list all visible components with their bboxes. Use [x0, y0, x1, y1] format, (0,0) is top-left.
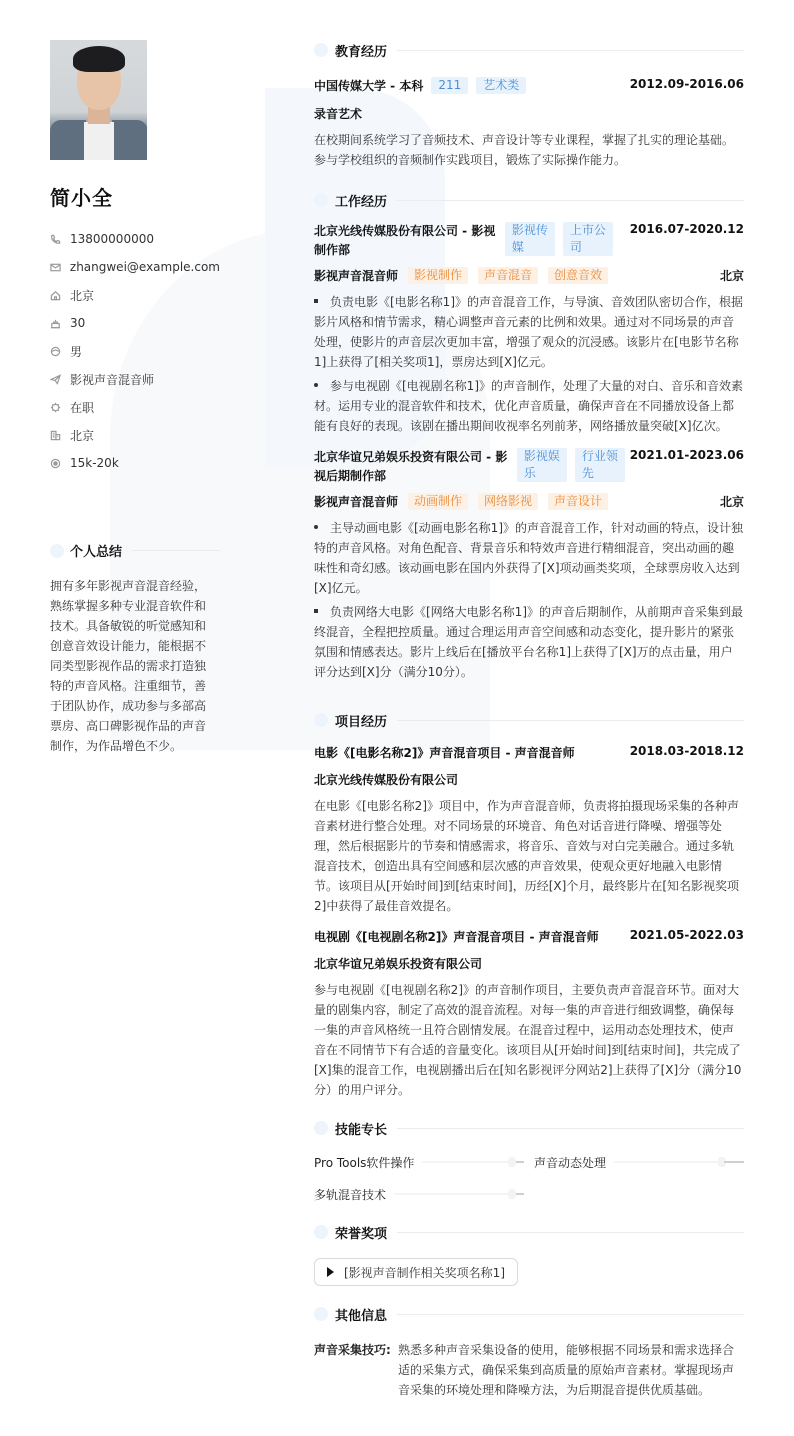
date-range: 2021.05-2022.03: [629, 928, 744, 942]
divider: [397, 200, 744, 201]
date-range: 2018.03-2018.12: [629, 744, 744, 758]
info-status: 在职: [50, 393, 220, 421]
project-item: [314, 744, 744, 916]
project-item: [314, 928, 744, 1100]
section-dot-icon: [314, 1121, 328, 1135]
work-bullet: 负责网络大电影《[网络大电影名称1]》的声音后期制作，从前期声音采集到最终混音，全程把控质量。通过合理运用声音空间感和动态变化，提升影片的紧张氛围和情感表达。影片上线后在[播放平台名称1]上获得了[X]万的点击量，用户评分达到[X]分（满分10分）。: [314, 605, 744, 679]
info-salary: 15k-20k: [50, 449, 220, 477]
education-section-header: 教育经历: [314, 40, 744, 60]
skill-item: 多轨混音技术: [314, 1186, 524, 1203]
work-section-header: 工作经历: [314, 190, 744, 210]
building-icon: [50, 430, 70, 441]
tag: 影视制作: [408, 267, 468, 284]
section-dot-icon: [314, 193, 328, 207]
skills-row: [314, 1184, 744, 1204]
project-name: 电视剧《[电视剧名称2]》声音混音项目 - 声音混音师: [314, 930, 599, 944]
summary-text: 拥有多年影视声音混音经验，熟练掌握多种专业混音软件和技术。具备敏锐的听觉感知和创意音效设计能力，能根据不同类型影视作品的需求打造独特的声音风格。注重细节，善于团队协作，成功参与多部高票房、高口碑影视作品的声音制作，为作品增色不少。: [50, 579, 207, 753]
skills-row: [314, 1152, 744, 1172]
other-info-value: 熟悉多种声音采集设备的使用，能够根据不同场景和需求选择合适的采集方式，确保采集到高质量的原始声音素材。掌握现场声音采集的环境处理和降噪方法，为后期混音提供优质基础。: [398, 1343, 735, 1397]
summary-section-header: 个人总结: [50, 541, 220, 560]
other-info-item: [314, 1340, 744, 1400]
skill-level-slider[interactable]: [394, 1189, 524, 1199]
tag: 动画制作: [408, 493, 468, 510]
tag: 影视传媒: [505, 222, 555, 256]
cake-icon: [50, 318, 70, 329]
work-bullet: 主导动画电影《[动画电影名称1]》的声音混音工作，针对动画的特点，设计独特的声音风格。对角色配音、背景音乐和特效声音进行精细混音，突出动画的趣味性和奇幻感。该动画电影在国内外获得了[X]项动画类奖项，全球票房收入达到[X]亿元。: [314, 521, 744, 595]
tag: 网络影视: [478, 493, 538, 510]
tag: 声音设计: [548, 493, 608, 510]
divider: [397, 50, 744, 51]
job-title: 影视声音混音师: [314, 268, 399, 283]
section-dot-icon: [314, 43, 328, 57]
gender-icon: [50, 346, 70, 357]
section-dot-icon: [50, 544, 64, 558]
divider: [397, 1232, 744, 1233]
tag: 声音混音: [478, 267, 538, 284]
skill-item: Pro Tools软件操作: [314, 1154, 524, 1171]
work-bullet: 负责电影《[电影名称1]》的声音混音工作，与导演、音效团队密切合作，根据影片风格和情节需求，精心调整声音元素的比例和效果。通过对不同场景的声音处理，使影片的声音层次更加丰富，增强了观众的沉浸感。该影片在[电影节名称1]上获得了[相关奖项1]，票房达到[X]亿元。: [314, 295, 744, 369]
info-position: 影视声音混音师: [50, 365, 220, 393]
tag: 211: [431, 77, 468, 94]
divider: [397, 1314, 744, 1315]
tag: 创意音效: [548, 267, 608, 284]
status-icon: [50, 402, 70, 413]
mail-icon: [50, 262, 70, 273]
candidate-name: 简小全: [50, 186, 113, 210]
location: 北京: [719, 268, 744, 283]
section-dot-icon: [314, 1307, 328, 1321]
info-age: 30: [50, 309, 220, 337]
job-title: 影视声音混音师: [314, 494, 399, 509]
company-name: 北京华谊兄弟娱乐投资有限公司 - 影视后期制作部: [314, 450, 508, 483]
work-item: [314, 448, 744, 682]
tag: 艺术类: [476, 77, 526, 94]
divider: [397, 720, 744, 721]
skill-item: 声音动态处理: [534, 1154, 744, 1171]
location: 北京: [719, 494, 744, 509]
project-desc: 在电影《[电影名称2]》项目中，作为声音混音师，负责将拍摄现场采集的各种声音素材进行整合处理。对不同场景的环境音、角色对话音进行降噪、增强等处理，然后根据影片的节奏和情感需求，将音乐、音效与对白完美融合。通过多轨混音技术，创造出具有空间感和层次感的声音效果，使观众更好地融入电影情节。该项目从[开始时间]到[结束时间]，历经[X]个月，最终影片在[知名影视奖项2]中获得了最佳音效提名。: [314, 799, 740, 913]
project-desc: 参与电视剧《[电视剧名称2]》的声音制作项目，主要负责声音混音环节。面对大量的剧集内容，制定了高效的混音流程。对每一集的声音进行细致调整，确保每一集的声音风格统一且符合剧情发展。在混音过程中，运用动态处理技术，使声音在不同情节下有合适的音量变化。该项目从[开始时间]到[结束时间]，共完成了[X]集的混音工作，电视剧播出后在[知名影视评分网站2]上获得了[X]分（满分10分）的用户评分。: [314, 983, 742, 1097]
other-info-key: 声音采集技巧:: [314, 1343, 391, 1357]
award-item-toggle[interactable]: [影视声音制作相关奖项名称1]: [314, 1258, 518, 1286]
project-name: 电影《[电影名称2]》声音混音项目 - 声音混音师: [314, 746, 575, 760]
divider: [132, 550, 220, 551]
date-range: 2021.01-2023.06: [629, 448, 744, 462]
school-name: 中国传媒大学 - 本科: [314, 79, 424, 93]
home-icon: [50, 290, 70, 301]
projects-section-header: 项目经历: [314, 710, 744, 730]
other-section-header: 其他信息: [314, 1304, 744, 1324]
project-company: 北京光线传媒股份有限公司: [314, 773, 459, 787]
info-city: 北京: [50, 421, 220, 449]
skills-section-header: 技能专长: [314, 1118, 744, 1138]
info-email: zhangwei@example.com: [50, 253, 220, 281]
tag: 影视娱乐: [517, 448, 567, 482]
info-location: 北京: [50, 281, 220, 309]
section-dot-icon: [314, 713, 328, 727]
education-desc: 在校期间系统学习了音频技术、声音设计等专业课程，掌握了扎实的理论基础。参与学校组织的音频制作实践项目，锻炼了实际操作能力。: [314, 133, 735, 167]
salary-icon: [50, 458, 70, 469]
major: 录音艺术: [314, 107, 363, 121]
work-bullet: 参与电视剧《[电视剧名称1]》的声音制作，处理了大量的对白、音乐和音效素材。运用专业的混音软件和技术，优化声音质量，确保声音在不同播放设备上都能有良好的表现。该剧在播出期间收视率名列前茅，网络播放量突破[X]亿次。: [314, 379, 744, 433]
tag: 上市公司: [563, 222, 613, 256]
awards-section-header: 荣誉奖项: [314, 1222, 744, 1242]
work-item: [314, 222, 744, 436]
skill-level-slider[interactable]: [614, 1157, 744, 1167]
phone-icon: [50, 234, 70, 245]
main-content: [314, 40, 744, 1400]
divider: [397, 1128, 744, 1129]
skill-level-slider[interactable]: [422, 1157, 524, 1167]
date-range: 2012.09-2016.06: [629, 77, 744, 91]
company-name: 北京光线传媒股份有限公司 - 影视制作部: [314, 224, 496, 257]
info-phone: 13800000000: [50, 225, 220, 253]
play-triangle-icon: [327, 1267, 334, 1277]
send-icon: [50, 374, 70, 385]
tag: 行业领先: [575, 448, 625, 482]
education-item: [314, 77, 744, 170]
sidebar: [50, 40, 220, 477]
avatar: [50, 40, 147, 160]
contact-info-list: [50, 225, 220, 477]
info-gender: 男: [50, 337, 220, 365]
section-dot-icon: [314, 1225, 328, 1239]
date-range: 2016.07-2020.12: [629, 222, 744, 236]
project-company: 北京华谊兄弟娱乐投资有限公司: [314, 957, 483, 971]
